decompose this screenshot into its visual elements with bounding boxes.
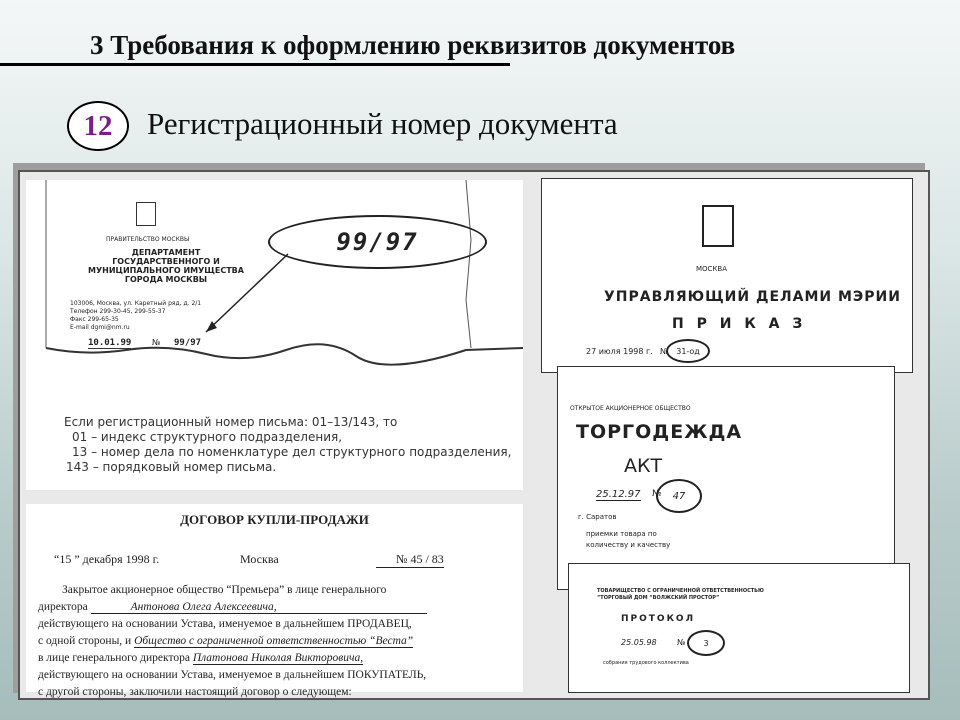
order-no-label: № bbox=[660, 347, 669, 356]
protocol-date: 25.05.98 bbox=[621, 638, 657, 647]
act-org-type: ОТКРЫТОЕ АКЦИОНЕРНОЕ ОБЩЕСТВО bbox=[570, 405, 691, 412]
letter-date: 10.01.99 bbox=[88, 338, 132, 348]
letter-scan bbox=[26, 180, 523, 490]
order-city: МОСКВА bbox=[696, 265, 727, 273]
order-scan bbox=[541, 178, 913, 373]
callout-number: 99/97 bbox=[336, 228, 419, 256]
act-number: 47 bbox=[656, 479, 702, 513]
contract-title: ДОГОВОР КУПЛИ-ПРОДАЖИ bbox=[180, 512, 369, 527]
act-city: г. Саратов bbox=[578, 513, 617, 521]
act-date: 25.12.97 bbox=[596, 489, 641, 500]
moscow-emblem-icon bbox=[702, 205, 734, 247]
contract-scan bbox=[26, 504, 523, 698]
title-underline bbox=[0, 63, 510, 66]
protocol-scan bbox=[568, 563, 910, 693]
explanation: Если регистрационный номер письма: 01–13/143, то 01 – индекс структурного подразделения, 13 – номер дела по номенклатуре дел структурного подразделения, 143 – порядковый номер письма. bbox=[64, 415, 512, 474]
protocol-doc-type: ПРОТОКОЛ bbox=[621, 614, 696, 624]
item-number-badge: 12 bbox=[67, 101, 129, 151]
order-doc-type: П Р И К А З bbox=[672, 316, 807, 332]
order-org: УПРАВЛЯЮЩИЙ ДЕЛАМИ МЭРИИ bbox=[604, 289, 901, 305]
slide-title: 3 Требования к оформлению реквизитов документов bbox=[90, 30, 736, 60]
contract-body: Закрытое акционерное общество “Премьера” в лице генерального директора Антонова Олега Алексеевича, действующего на основании Устава, именуемое в дальнейшем ПРОДАВЕЦ, с одной стороны, и Общество с ограниченной ответственностью “Веста” в лице генерального директора Платонова Николая Викторовича, действующего на основании Устава, именуемое в дальнейшем ПОКУПАТЕЛЬ, с другой стороны, заключили настоящий договор о следующем: bbox=[38, 584, 427, 698]
protocol-subject: собрания трудового коллектива bbox=[603, 660, 689, 666]
contract-city: Москва bbox=[240, 552, 279, 566]
letter-gov: ПРАВИТЕЛЬСТВО МОСКВЫ bbox=[106, 236, 190, 243]
letter-number: 99/97 bbox=[174, 338, 202, 348]
order-number: 31-од bbox=[666, 339, 710, 363]
protocol-no-label: № bbox=[677, 638, 686, 647]
letter-address: 103006, Москва, ул. Каретный ряд, д. 2/1 Телефон 299-30-45, 299-55-37 Факс 299-65-35 E-mail dgmi@nm.ru bbox=[70, 300, 202, 331]
act-no-label: № bbox=[652, 489, 662, 499]
act-doc-type: АКТ bbox=[624, 455, 663, 477]
protocol-org: ТОВАРИЩЕСТВО С ОГРАНИЧЕННОЙ ОТВЕТСТВЕННОСТЬЮ “ТОРГОВЫЙ ДОМ “ВОЛЖСКИЙ ПРОСТОР” bbox=[597, 588, 764, 601]
order-date: 27 июля 1998 г. bbox=[586, 347, 653, 356]
contract-number: № 45 / 83 bbox=[376, 552, 444, 568]
act-org: ТОРГОДЕЖДА bbox=[576, 421, 743, 443]
act-scan bbox=[557, 366, 895, 590]
protocol-number: 3 bbox=[687, 630, 725, 656]
act-subject: приемки товара по количеству и качеству bbox=[586, 530, 671, 549]
contract-date: “15 ” декабря 1998 г. bbox=[54, 552, 160, 566]
slide-subtitle: Регистрационный номер документа bbox=[147, 106, 618, 141]
letter-dept: ДЕПАРТАМЕНТ ГОСУДАРСТВЕННОГО И МУНИЦИПАЛЬНОГО ИМУЩЕСТВА ГОРОДА МОСКВЫ bbox=[88, 248, 244, 284]
letter-no-label: № bbox=[152, 338, 161, 347]
